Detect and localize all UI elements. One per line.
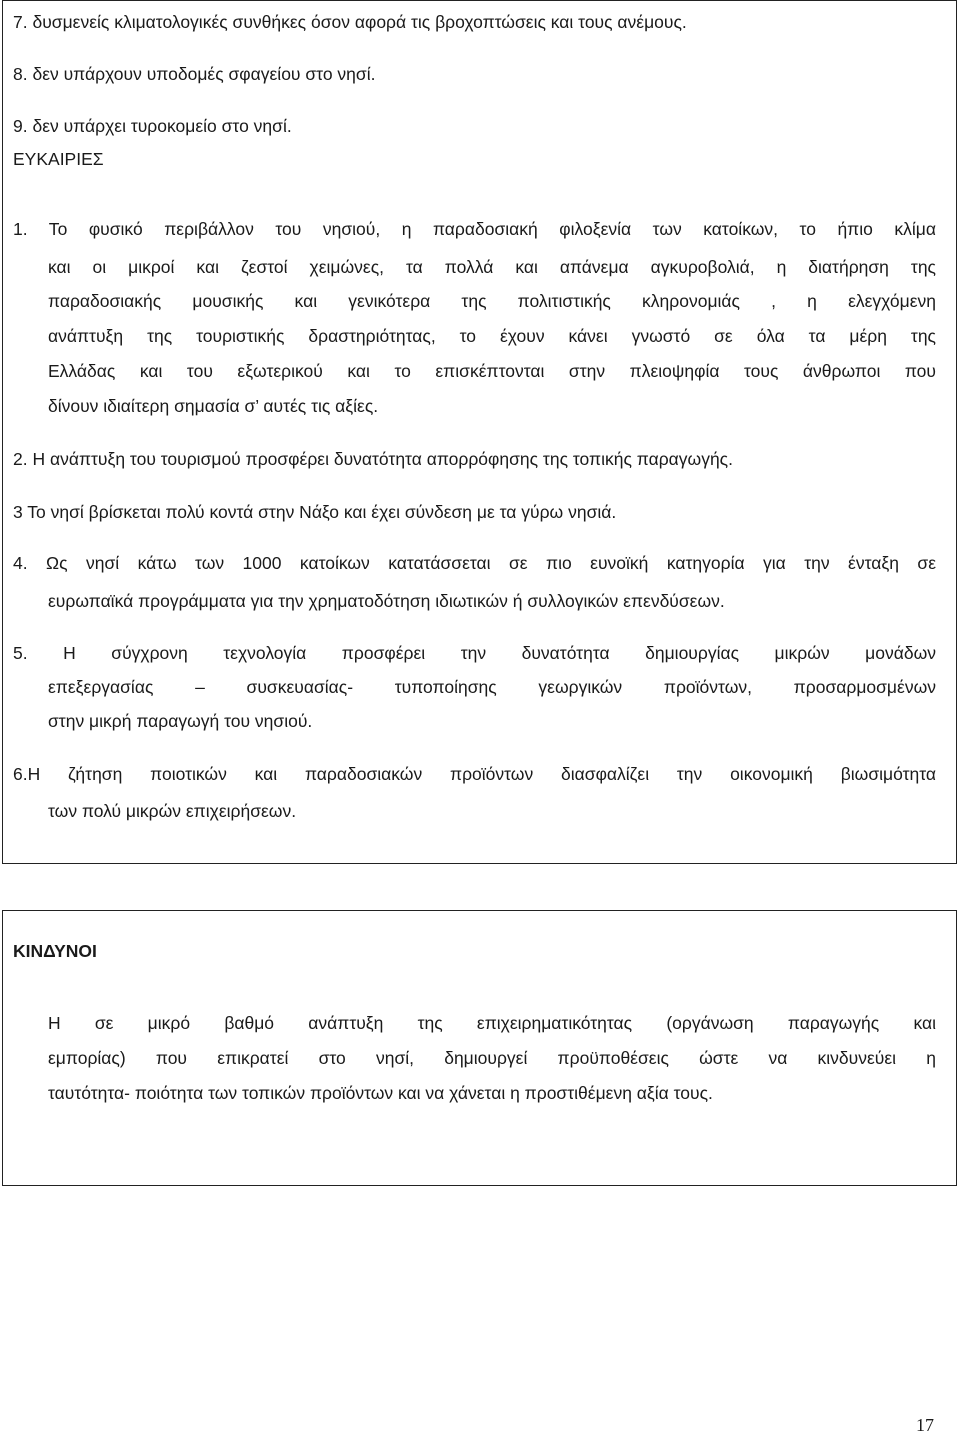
opportunity-3: 3 Το νησί βρίσκεται πολύ κοντά στην Νάξο και έχει σύνδεση με τα γύρω νησιά. xyxy=(13,502,617,522)
opportunity-6-line-1: 6.Η ζήτηση ποιοτικών και παραδοσιακών προϊόντων διασφαλίζει την οικονομική βιωσιμότητα xyxy=(13,764,936,784)
opportunity-5-line-2: επεξεργασίας – συσκευασίας- τυποποίησης γεωργικών προϊόντων, προσαρμοσμένων xyxy=(48,677,936,697)
threats-line-3: ταυτότητα- ποιότητα των τοπικών προϊόντων και να χάνεται η προστιθέμενη αξία τους. xyxy=(48,1083,713,1103)
threats-line-1: Η σε μικρό βαθμό ανάπτυξη της επιχειρηματικότητας (οργάνωση παραγωγής και xyxy=(48,1013,936,1033)
weakness-item-9: 9. δεν υπάρχει τυροκομείο στο νησί. xyxy=(13,116,292,136)
page-number: 17 xyxy=(916,1415,934,1435)
threats-line-2: εμπορίας) που επικρατεί στο νησί, δημιουργεί προϋποθέσεις ώστε να κινδυνεύει η xyxy=(48,1048,936,1068)
opportunity-5-line-1: 5. Η σύγχρονη τεχνολογία προσφέρει την δυνατότητα δημιουργίας μικρών μονάδων xyxy=(13,643,936,663)
opportunity-1-line-5: Ελλάδας και του εξωτερικού και το επισκέπτονται στην πλειοψηφία τους άνθρωποι που xyxy=(48,361,936,381)
weakness-item-7: 7. δυσμενείς κλιματολογικές συνθήκες όσον αφορά τις βροχοπτώσεις και τους ανέμους. xyxy=(13,12,687,32)
opportunity-4-line-1: 4. Ως νησί κάτω των 1000 κατοίκων κατατάσσεται σε πιο ευνοϊκή κατηγορία για την ένταξη σε xyxy=(13,553,936,573)
opportunity-2: 2. Η ανάπτυξη του τουρισμού προσφέρει δυνατότητα απορρόφησης της τοπικής παραγωγής. xyxy=(13,449,733,469)
weakness-item-8: 8. δεν υπάρχουν υποδομές σφαγείου στο νησί. xyxy=(13,64,376,84)
opportunity-1-line-1: 1. Το φυσικό περιβάλλον του νησιού, η παραδοσιακή φιλοξενία των κατοίκων, το ήπιο κλίμα xyxy=(13,219,936,239)
threats-heading: ΚΙΝΔΥΝΟΙ xyxy=(13,941,97,961)
opportunity-5-line-3: στην μικρή παραγωγή του νησιού. xyxy=(48,711,313,731)
opportunity-1-line-6: δίνουν ιδιαίτερη σημασία σ’ αυτές τις αξίες. xyxy=(48,396,379,416)
opportunity-4-line-2: ευρωπαϊκά προγράμματα για την χρηματοδότηση ιδιωτικών ή συλλογικών επενδύσεων. xyxy=(48,591,725,611)
opportunities-heading: ΕΥΚΑΙΡΙΕΣ xyxy=(13,149,104,169)
opportunity-1-line-3: παραδοσιακής μουσικής και γενικότερα της πολιτιστικής κληρονομιάς , η ελεγχόμενη xyxy=(48,291,936,311)
opportunity-6-line-2: των πολύ μικρών επιχειρήσεων. xyxy=(48,801,297,821)
opportunity-1-line-2: και οι μικροί και ζεστοί χειμώνες, τα πολλά και απάνεμα αγκυροβολιά, η διατήρηση της xyxy=(48,257,936,277)
opportunity-1-line-4: ανάπτυξη της τουριστικής δραστηριότητας, το έχουν κάνει γνωστό σε όλα τα μέρη της xyxy=(48,326,936,346)
